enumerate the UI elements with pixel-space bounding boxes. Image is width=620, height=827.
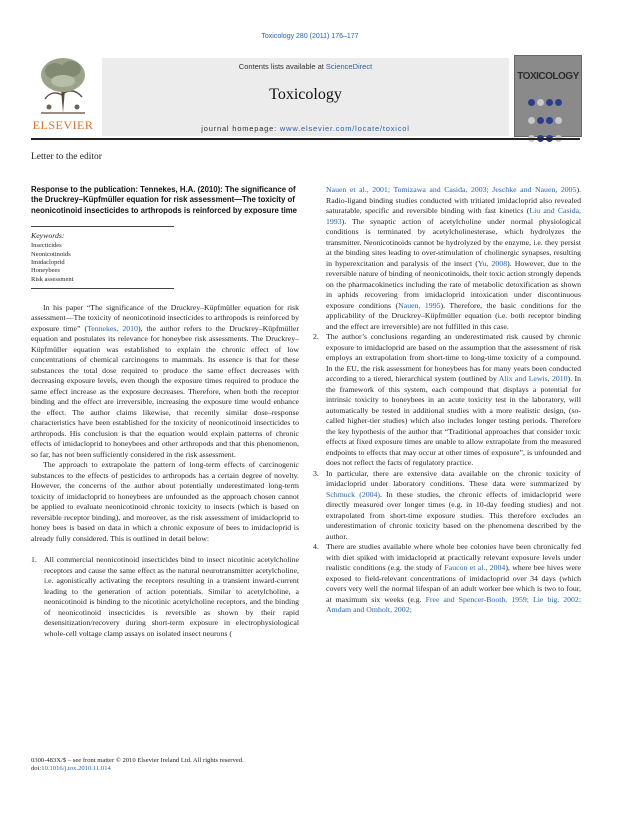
list-number: 2. [313,332,319,341]
article-title: Response to the publication: Tennekes, H.A. (2010): The significance of the Druckrey–Küpfmüller equation for risk assessment—The toxicity of neonicotinoid insecticides to arthropods is reinforced by exposure time [31,185,298,215]
citation-link-tennekes[interactable]: Tennekes, 2010 [87,323,138,333]
numbered-points-left [31,555,299,639]
elsevier-tree-icon [37,55,89,115]
body-paragraph-1: In his paper “The significance of the Druckrey–Küpfmüller equation for risk assessment—The toxicity of neonicotinoid insecticides to arthropods is reinforced by exposure time” (Tennekes, 2010), the author refers to the Druckrey–Küpfmüller equation and postulates its relevance for honeybee risk assessments. The Druckrey–Küpfmüller equation was established to explain the chronic effect of low concentrations of chemical carcinogens to mammals. Its essence is that for these substances the total dose required to produce the same effect decreases with decreasing exposure levels, even though the exposure times required to produce the same effect increase as the exposure decreases. Therefore, when both the receptor binding and the effect are irreversible, increasing the exposure time would enhance the effect. The author claims likewise, that recently similar dose–response characteristics have been established for the toxicity of neonicotinoid insecticides to arthropods. His conclusion is that the equation would explain patterns of chronic effects of imidacloprid to honeybees and other arthropods and that this phenomenon, so far, has not been sufficiently considered in the risk assessment. [31,302,299,459]
keywords-block [31,227,299,288]
keyword-item: Imidacloprid [31,258,65,266]
list-item-continued: Nauen et al., 2001; Tomizawa and Casida, 2003; Jeschke and Nauen, 2005). Radio-ligand binding studies conducted with tritiated imidacloprid also revealed saturatable, specific and reversible binding with fast kinetics (Liu and Casida, 1993). The synaptic action of acetylcholine under normal physiological conditions is terminated by acetylcholinesterase, which hydrolyzes the transmitter. Neonicotinoids cannot be hydrolyzed by the enzyme, i.e. they persist at the binding sites leading to over-stimulation of cholinergic synapses, resulting in hyperexcitation and paralysis of the insect (Yu, 2008). However, due to the reversible nature of binding of neonicotinoids, their toxic action strongly depends on the pharmacokinetics including the rate of metabolic detoxification as shown in aphids recovering from imidacloprid intoxication under discontinuous exposure conditions (Nauen, 1995). Therefore, the basic conditions for the applicability of the Druckrey–Küpfmüller equation (i.e. both receptor binding and the effect are irreversible) are not fulfilled in this case. [326,185,581,331]
citation-link-nauen-2001[interactable]: Nauen et al., 2001; Tomizawa and Casida, 2003; Jeschke and Nauen, 2005 [326,185,577,194]
list-number: 1. [31,555,37,565]
list-item: 2. The author’s conclusions regarding an underestimated risk caused by chronic exposure to imidacloprid are based on the assumption that the assessment of risk employs an extrapolation from short-time to long-time toxicity of a compound. In the EU, the risk assessment for honeybees has for many years been conducted according to a tiered, hierarchical system (outlined by Alix and Lewis, 2010). In the framework of this system, each compound that displays a potential for intrinsic toxicity to honeybees in an acute toxicity test in the laboratory, will automatically be tested in additional studies with a more realistic design, (so-called higher-tier studies) which also includes longer testing periods. Therefore the key hypothesis of the author that “Traditional approaches that consider toxic effects at fixed exposure times are unable to allow extrapolate from the measured endpoints to effects that may occur at other times of exposure”, is unfounded and does not reflect the facts of regulatory practice. [313,332,581,467]
journal-homepage-link[interactable]: www.elsevier.com/locate/toxicol [279,124,410,133]
page-footer [31,757,331,774]
elsevier-logo[interactable] [31,55,95,133]
citation-link-alix-lewis[interactable]: Alix and Lewis, 2010 [498,374,568,383]
left-column [31,185,299,639]
keyword-item: Neonicotinoids [31,250,71,258]
cover-title: TOXICOLOGY [517,71,579,82]
keywords-heading: Keywords: [31,230,65,240]
citation-link-liu-casida[interactable]: Liu and Casida, 1993 [326,206,581,226]
numbered-points-right [313,185,581,616]
doi-link[interactable]: 10.1016/j.tox.2010.11.014 [41,765,111,773]
section-label: Letter to the editor [31,152,102,162]
journal-citation[interactable]: Toxicology 280 (2011) 176–177 [261,33,359,40]
doi-line: doi:10.1016/j.tox.2010.11.014 [31,765,111,773]
citation-link-nauen-1995[interactable]: Nauen, 1995 [398,300,441,310]
copyright-line: 0300-483X/$ – see front matter © 2010 Elsevier Ireland Ltd. All rights reserved. [31,757,244,764]
sciencedirect-link[interactable]: ScienceDirect [325,62,373,71]
list-item: 1. All commercial neonicotinoid insecticides bind to insect nicotinic acetylcholine receptors and cause the same effect as the natural neurotransmitter acetylcholine, i.e. agonistically activating the receptors resulting in a transient inward-current leading to the generation of action potentials. Similar to acetylcholine, a neonicotinoid is binding to the nicotinic acetylcholine receptors, and the binding of neonicotinoid insecticides is reversible as shown by their rapid desensitization/recovery during short-term exposure in electrophysiological whole-cell voltage clamp assays on isolated insect neurons ( [31,555,299,638]
publisher-wordmark: ELSEVIER [32,118,94,132]
contents-line [102,62,509,71]
list-number: 3. [313,468,319,478]
journal-homepage-line [102,124,509,133]
header-divider [31,138,580,140]
list-item: 3. In particular, there are extensive data available on the chronic toxicity of imidacloprid under laboratory conditions. These data were summarized by Schmuck (2004). In these studies, the chronic effects of imidacloprid were directly measured over longer times (e.g. in 10-day feeding studies) and not extrapolated from short-time exposure studies. This therefore excludes an underestimation of chronic toxicity based on the phenomena described by the author. [313,468,581,541]
citation-link-free-spencer-booth[interactable]: Free and Spencer-Booth, 1959; Lie big, 2002; Amdam and Omholt, 2002; [326,594,581,614]
list-number: 4. [313,542,319,551]
citation-link-yu[interactable]: Yu, 2008 [477,258,508,268]
journal-cover-image[interactable] [514,55,582,137]
citation-link-faucon[interactable]: Faucon et al., 2004 [444,563,506,572]
right-column [313,185,581,616]
journal-header-box [102,58,509,136]
keyword-item: Honeybees [31,267,60,275]
list-item: 4. There are studies available where whole bee colonies have been chronically fed with diet spiked with imidacloprid at practically relevant exposure levels under realistic conditions (e.g. the study of Faucon et al., 2004), where bee hives were exposed to field-relevant concentrations of imidacloprid over 34 days (which covers very well the normal lifespan of an adult worker bee which is two to four, at maximum six weeks (e.g. Free and Spencer-Booth, 1959; Lie big, 2002; Amdam and Omholt, 2002; [313,542,581,614]
keyword-item: Risk assessment [31,275,74,283]
contents-prefix: Contents lists available at [238,62,326,71]
body-paragraph-2: The approach to extrapolate the pattern of long-term effects of carcinogenic substances to the effects of pesticides to arthropods has a certain degree of novelty. However, the concerns of the author about potentially underestimated long-term toxicity of imidacloprid to honeybees are unfounded as the approach chosen cannot be applied to evaluate neonicotinoid chronic toxicity to insects (which is based on reversible receptor binding), and moreover, as the risk assessment of imidacloprid to honey bees is based on data in which a chronic exposure of bees to imidacloprid is already fully considered. This is outlined in detail below: [31,460,299,543]
homepage-prefix: journal homepage: [201,124,280,133]
citation-link-schmuck[interactable]: Schmuck (2004) [326,489,381,499]
keyword-item: Insecticides [31,242,62,250]
journal-title: Toxicology [269,86,342,103]
